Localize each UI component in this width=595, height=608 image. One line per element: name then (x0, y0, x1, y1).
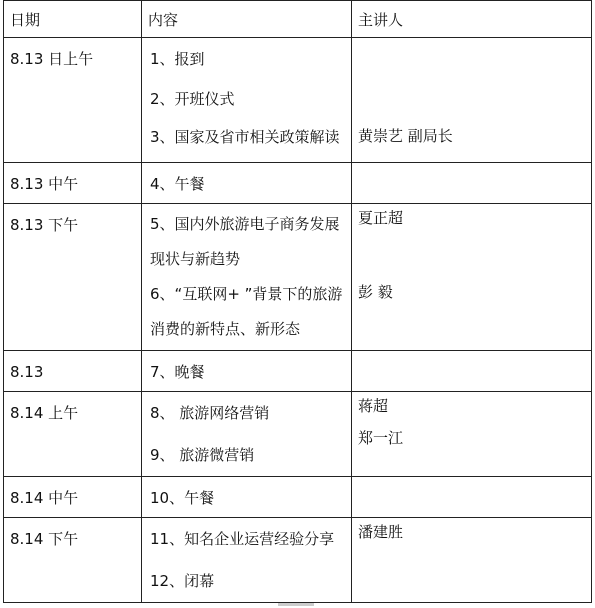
speaker-name: 郑一江 (358, 429, 404, 447)
header-content: 内容 (148, 11, 179, 29)
content-item: 4、午餐 (150, 175, 205, 193)
content-item: 12、闭幕 (150, 572, 215, 590)
content-cell (142, 351, 352, 392)
date-cell (4, 351, 142, 392)
table-row (4, 518, 592, 603)
content-cell (142, 477, 352, 518)
content-item: 2、开班仪式 (150, 90, 235, 108)
speaker-cell (352, 204, 592, 351)
header-content-cell (142, 1, 352, 38)
speaker-cell (352, 351, 592, 392)
speaker-name: 潘建胜 (358, 523, 404, 541)
row-date: 8.13 (10, 363, 44, 381)
content-item: 3、国家及省市相关政策解读 (150, 128, 340, 146)
speaker-cell (352, 163, 592, 204)
header-date-cell (4, 1, 142, 38)
content-item: 现状与新趋势 (150, 250, 241, 268)
table-row (4, 163, 592, 204)
table-row (4, 477, 592, 518)
row-date: 8.13 日上午 (10, 50, 94, 68)
schedule-table (3, 0, 592, 603)
content-item: 10、午餐 (150, 489, 215, 507)
content-cell (142, 392, 352, 477)
scroll-indicator (278, 603, 314, 606)
row-date: 8.13 中午 (10, 175, 79, 193)
table-row (4, 204, 592, 351)
content-item: 9、 旅游微营销 (150, 446, 255, 464)
speaker-name: 蒋超 (358, 397, 389, 415)
header-speaker: 主讲人 (358, 11, 404, 29)
header-row (4, 1, 592, 38)
content-cell (142, 518, 352, 603)
row-date: 8.14 上午 (10, 404, 79, 422)
date-cell (4, 477, 142, 518)
content-item: 6、“互联网+ ”背景下的旅游 (150, 285, 343, 303)
speaker-name: 夏正超 (358, 209, 404, 227)
date-cell (4, 392, 142, 477)
header-speaker-cell (352, 1, 592, 38)
speaker-name: 彭 毅 (358, 283, 393, 301)
table-row (4, 351, 592, 392)
content-item: 消费的新特点、新形态 (150, 320, 301, 338)
content-item: 11、知名企业运营经验分享 (150, 530, 335, 548)
content-cell (142, 204, 352, 351)
speaker-cell (352, 518, 592, 603)
content-item: 8、 旅游网络营销 (150, 404, 270, 422)
header-date: 日期 (10, 11, 41, 29)
row-date: 8.14 中午 (10, 489, 79, 507)
content-cell (142, 38, 352, 163)
speaker-cell (352, 38, 592, 163)
table-row (4, 38, 592, 163)
speaker-cell (352, 392, 592, 477)
date-cell (4, 38, 142, 163)
date-cell (4, 163, 142, 204)
content-item: 1、报到 (150, 50, 205, 68)
date-cell (4, 204, 142, 351)
table-row (4, 392, 592, 477)
row-date: 8.14 下午 (10, 530, 79, 548)
row-date: 8.13 下午 (10, 216, 79, 234)
content-item: 7、晚餐 (150, 363, 205, 381)
content-item: 5、国内外旅游电子商务发展 (150, 215, 340, 233)
speaker-cell (352, 477, 592, 518)
date-cell (4, 518, 142, 603)
speaker-name: 黄崇艺 副局长 (358, 127, 453, 145)
content-cell (142, 163, 352, 204)
